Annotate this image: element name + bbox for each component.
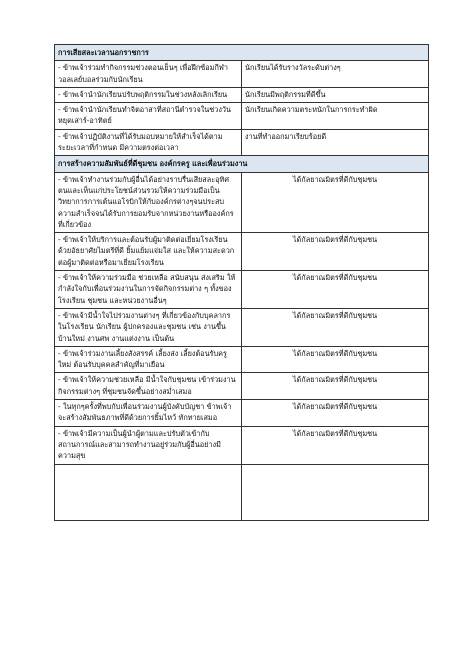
table-row — [55, 373, 429, 400]
table-row — [55, 346, 429, 373]
table-row — [55, 172, 429, 232]
activity-cell: - ข้าพเจ้ามีความเป็นผู้นำผู้ตามและปรับตัวเข้ากับสถานการณ์และสามารถทำงานอยู่ร่วมกับผู้อื่นอย่างมีความสุข — [55, 426, 242, 464]
result-cell: นักเรียนมีพฤติกรรมที่ดีขึ้น — [242, 87, 429, 102]
report-table — [54, 44, 429, 521]
empty-cell — [242, 464, 429, 520]
activity-cell: - ข้าพเจ้าให้บริการและต้อนรับผู้มาติดต่อเยี่ยมโรงเรียนด้วยอัธยาศัยไมตรีที่ดี ยิ้มแย้มแจ่มใส และให้ความสะดวกต่อผู้มาติดต่อหรือมาเยี่ยมโรงเรียน — [55, 233, 242, 271]
activity-cell: - ในทุกๆครั้งที่พบกับเพื่อนร่วมงานผู้บังคับบัญชา ข้าพเจ้าจะสร้างสัมพันธภาพที่ดีด้วยการยิ้มไหว้ ทักทายเสมอ — [55, 400, 242, 427]
activity-cell: - ข้าพเจ้าทำงานร่วมกับผู้อื่นได้อย่างราบรื่นเสียสละอุทิศตนและเห็นแก่ประโยชน์ส่วนรวมให้ความร่วมมือเป็นวิทยาการการเต้นแอโรบิกให้กับองค์กรต่างๆจนประสบความสำเร็จจนได้รับการยอมรับจากหน่วยงานหรือองค์กรที่เกี่ยวข้อง — [55, 172, 242, 232]
activity-cell: - ข้าพเจ้านำนักเรียนทำจิตอาสาที่สถานีตำรวจในช่วงวันหยุดเสาร์-อาทิตย์ — [55, 103, 242, 130]
activity-cell: - ข้าพเจ้าร่วมทำกิจกรรมช่วงตอนเย็นๆ เพื่อฝึกซ้อมกีฬาวอลเลย์บอลร่วมกับนักเรียน — [55, 61, 242, 88]
activity-cell: - ข้าพเจ้านำนักเรียนปรับพฤติกรรมในช่วงหลังเลิกเรียน — [55, 87, 242, 102]
activity-cell: - ข้าพเจ้ามีน้ำใจไปร่วมงานต่างๆ ที่เกี่ยวข้องกับบุคลากรในโรงเรียน นักเรียน ผู้ปกครองและชุมชน เช่น งานขึ้นบ้านใหม่ งานศพ งานแต่งงาน เป็นต้น — [55, 308, 242, 346]
table-row — [55, 103, 429, 130]
section-header-row — [55, 156, 429, 172]
table-row — [55, 271, 429, 309]
result-cell: ได้กัลยาณมิตรที่ดีกับชุมชน — [242, 426, 429, 464]
table-row — [55, 400, 429, 427]
result-cell: ได้กัลยาณมิตรที่ดีกับชุมชน — [242, 308, 429, 346]
table-row — [55, 61, 429, 88]
table-row — [55, 87, 429, 102]
activity-cell: - ข้าพเจ้าให้ความช่วยเหลือ มีน้ำใจกับชุมชน เข้าร่วมงานกิจกรรมต่างๆ ที่ชุมชนจัดขึ้นอย่างสม่ำเสมอ — [55, 373, 242, 400]
result-cell: ได้กัลยาณมิตรที่ดีกับชุมชน — [242, 271, 429, 309]
result-cell: ได้กัลยาณมิตรที่ดีกับชุมชน — [242, 400, 429, 427]
section-header-row — [55, 45, 429, 61]
result-cell: นักเรียนเกิดความตระหนักในการกระทำผิด — [242, 103, 429, 130]
result-cell: งานที่ทำออกมาเรียบร้อยดี — [242, 129, 429, 156]
section-title-overtime: การเสียสละเวลานอกราชการ — [55, 45, 429, 61]
table-row — [55, 129, 429, 156]
table-row — [55, 233, 429, 271]
result-cell: นักเรียนได้รับรางวัลระดับต่างๆ — [242, 61, 429, 88]
result-cell: ได้กัลยาณมิตรที่ดีกับชุมชน — [242, 233, 429, 271]
result-cell: ได้กัลยาณมิตรที่ดีกับชุมชน — [242, 172, 429, 232]
activity-cell: - ข้าพเจ้าให้ความร่วมมือ ช่วยเหลือ สนับสนุน ส่งเสริม ให้กำลังใจกับเพื่อนร่วมงานในการจัดกิจกรรมต่าง ๆ ทั้งของโรงเรียน ชุมชน และหน่วยงานอื่นๆ — [55, 271, 242, 309]
section-title-relationships: การสร้างความสัมพันธ์ที่ดีชุมชน องค์กรครู และเพื่อนร่วมงาน — [55, 156, 429, 172]
result-cell: ได้กัลยาณมิตรที่ดีกับชุมชน — [242, 373, 429, 400]
result-cell: ได้กัลยาณมิตรที่ดีกับชุมชน — [242, 346, 429, 373]
table-row — [55, 308, 429, 346]
empty-cell — [55, 464, 242, 520]
table-row — [55, 426, 429, 464]
activity-cell: - ข้าพเจ้าร่วมงานเลี้ยงสังสรรค์ เลี้ยงส่ง เลี้ยงต้อนรับครูใหม่ ต้อนรับบุคคลสำคัญที่มาเยือน — [55, 346, 242, 373]
table-row-empty — [55, 464, 429, 520]
activity-cell: - ข้าพเจ้าปฏิบัติงานที่ได้รับมอบหมายให้สำเร็จได้ตามระยะเวลาที่กำหนด มีความตรงต่อเวลา — [55, 129, 242, 156]
